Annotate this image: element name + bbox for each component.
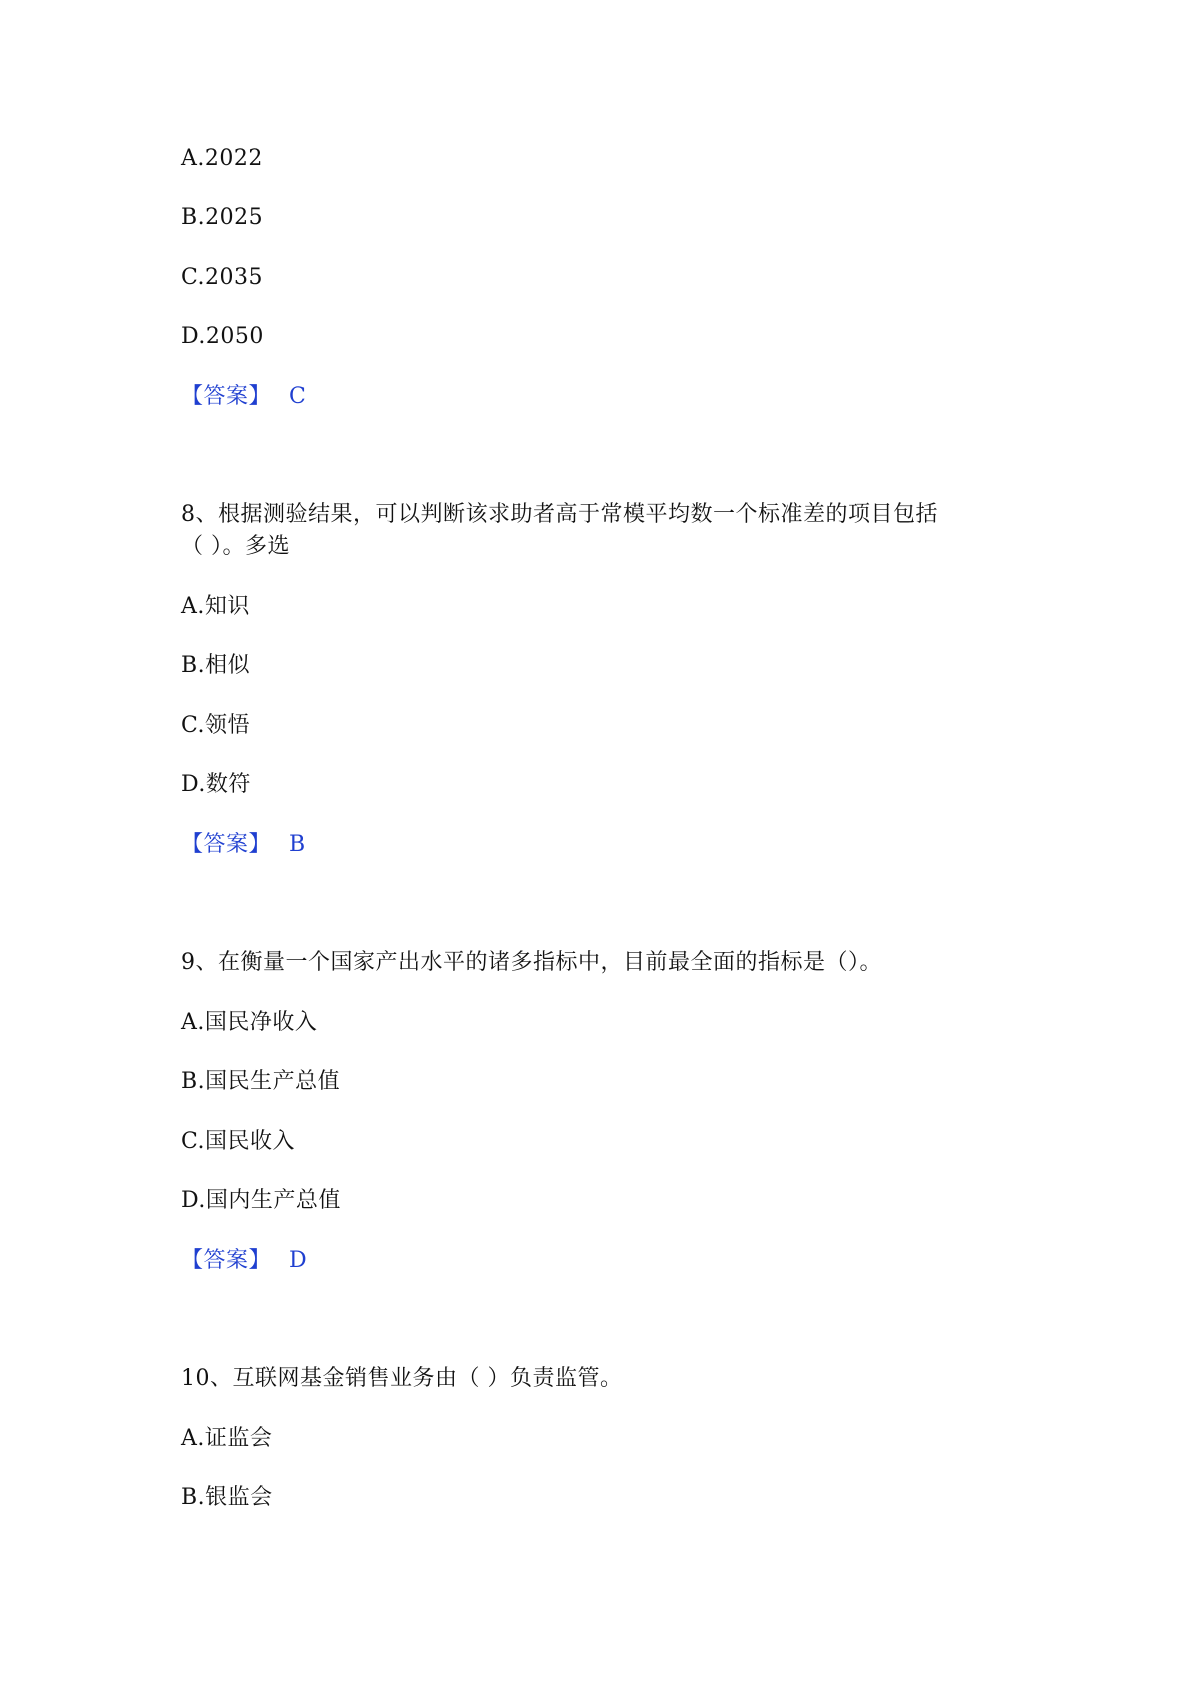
q7-answer xyxy=(181,382,306,412)
q7-option-d: D.2050 xyxy=(181,324,264,349)
q7-answer-value: C xyxy=(289,384,307,409)
q7-option-a: A.2022 xyxy=(181,146,263,171)
q10-option-b: B.银监会 xyxy=(181,1485,273,1510)
q8-question-line1: 8、根据测验结果，可以判断该求助者高于常模平均数一个标准差的项目包括 xyxy=(181,502,938,527)
q9-answer xyxy=(181,1246,307,1276)
q8-answer-value: B xyxy=(289,832,306,857)
q9-option-b: B.国民生产总值 xyxy=(181,1069,341,1094)
q8-question-line2: （ ）。多选 xyxy=(181,534,290,559)
q9-answer-value: D xyxy=(289,1248,308,1273)
q8-option-b: B.相似 xyxy=(181,653,251,678)
q8-option-a: A.知识 xyxy=(181,594,250,619)
q7-option-c: C.2035 xyxy=(181,265,264,290)
q9-question: 9、在衡量一个国家产出水平的诸多指标中，目前最全面的指标是（）。 xyxy=(181,950,882,975)
q9-option-d: D.国内生产总值 xyxy=(181,1188,341,1213)
q8-answer-label: 【答案】 xyxy=(181,832,272,857)
q9-option-c: C.国民收入 xyxy=(181,1129,296,1154)
q10-option-a: A.证监会 xyxy=(181,1426,273,1451)
q8-option-d: D.数符 xyxy=(181,772,251,797)
q9-answer-label: 【答案】 xyxy=(181,1248,272,1273)
q9-option-a: A.国民净收入 xyxy=(181,1010,318,1035)
q7-option-b: B.2025 xyxy=(181,205,264,230)
q8-answer xyxy=(181,830,306,860)
q10-question: 10、互联网基金销售业务由（ ）负责监管。 xyxy=(181,1366,623,1391)
q8-option-c: C.领悟 xyxy=(181,713,251,738)
q7-answer-label: 【答案】 xyxy=(181,384,272,409)
